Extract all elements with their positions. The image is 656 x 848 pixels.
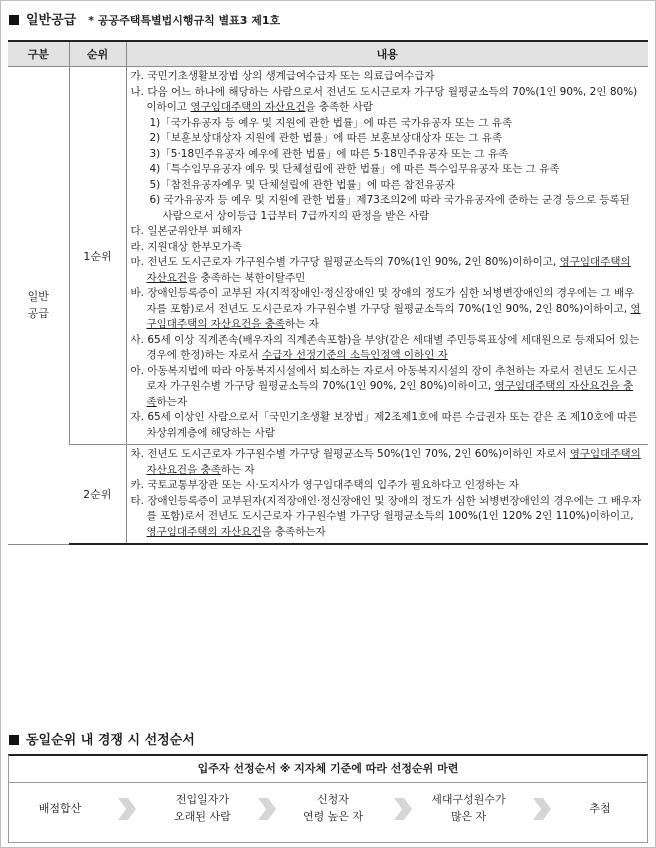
square-bullet-icon — [9, 735, 19, 745]
underlined-text: 영구임대주택의 자산요건 — [190, 101, 306, 113]
selection-order-title: 입주자 선정순서 ※ 지자체 기준에 따라 선정순위 마련 — [9, 756, 647, 783]
list-item: 차. 전년도 도시근로자 가구원수별 가구당 월평균소득 50%(1인 70%, 2인 60%)이하인 자로서 영구임대주택의 자산요건을 충족하는 자 — [130, 448, 641, 476]
list-item: 카. 국토교통부장관 또는 시·도지사가 영구임대주택의 입주가 필요하다고 인정하는 자 — [130, 479, 519, 491]
step-household-size: 세대구성원수가 많은 자 — [431, 793, 506, 823]
sub-list-item: 3)「5·18민주유공자 예우에 관한 법률」에 따른 5·18민주유공자 또는 그 유족 — [149, 147, 509, 160]
sub-list-item: 6) 국가유공자 등 예우 및 지원에 관한 법률」제73조의2에 따라 국가유공자에 준하는 군경 등으로 등록된 사람으로서 상이등급 1급부터 7급까지의 판정을 받은 사람 — [149, 194, 630, 222]
section-general-supply — [9, 9, 280, 28]
rank1-content — [126, 67, 648, 445]
chevron-right-icon — [394, 798, 412, 820]
underlined-text: 영구임대주택의 자산요건을 충족 — [146, 448, 641, 476]
rank1-row — [8, 67, 648, 445]
list-item: 가. 국민기초생활보장법 상의 생계급여수급자 또는 의료급여수급자 — [130, 70, 435, 82]
chevron-right-icon — [533, 798, 551, 820]
selection-order-box — [8, 754, 648, 843]
list-item: 마. 전년도 도시근로자 가구원수별 가구당 월평균소득의 70%(1인 90%, 2인 80%)이하이고, 영구임대주택의 자산요건을 충족하는 북한이탈주민 — [130, 256, 631, 284]
underlined-text: 영구임대주택의 자산요건을 충족 — [146, 302, 641, 330]
list-item: 자. 65세 이상인 사람으로서「국민기초생활 보장법」제2조제1호에 따른 수급권자 또는 같은 조 제10호에 따른 차상위계층에 해당하는 사람 — [130, 411, 638, 439]
header-rank: 순위 — [69, 41, 126, 67]
step-score-sum: 배점합산 — [38, 802, 82, 815]
rank2-label: 2순위 — [69, 445, 126, 545]
step-applicant-age: 신청자 연령 높은 자 — [302, 793, 364, 823]
category-line-1: 일반 — [27, 290, 49, 304]
table-header-row — [8, 41, 648, 67]
section-subtitle: * 공공주택특별법시행규칙 별표3 제1호 — [88, 14, 281, 27]
rank2-content — [126, 445, 648, 545]
list-item: 나. 다음 어느 하나에 해당하는 사람으로서 전년도 도시근로자 가구당 월평균소득의 70%(1인 90%, 2인 80%)이하이고 영구임대주택의 자산요건을 충족한 사람 — [130, 85, 638, 113]
header-category: 구분 — [8, 41, 69, 67]
list-item: 타. 장애인등록증이 교부된자(지적장애인·정신장애인 및 장애의 정도가 심한 뇌병변장애인의 경우에는 그 배우자를 포함)로서 전년도 도시근로자 가구원수별 가구당 월평균소득의 100%(1인 120% 2인 110%)이하이고, 영구임대주택의 자산요건을 충족하는자 — [130, 494, 642, 538]
rank2-row — [8, 445, 648, 545]
eligibility-table — [8, 40, 648, 545]
section2-title: 동일순위 내 경쟁 시 선정순서 — [26, 733, 195, 748]
sub-list-item: 5)「참전유공자예우 및 단체설립에 관한 법률」에 따른 참전유공자 — [149, 178, 455, 191]
sub-list-item: 4)「특수임무유공자 예우 및 단체설립에 관한 법률」에 따른 특수임무유공자 또는 그 유족 — [149, 163, 560, 175]
step-move-in-date: 전입일자가 오래된 사람 — [174, 793, 231, 823]
underlined-text: 수급자 선정기준의 소득인정액 이하인 자 — [262, 349, 448, 361]
list-item: 사. 65세 이상 직계존속(배우자의 직계존속포함)을 부양(같은 세대별 주민등록표상에 세대원으로 등재되어 있는 경우에 한정)하는 자로서 수급자 선정기준의 소득인정액 이하인 자 — [130, 333, 640, 361]
list-item: 라. 지원대상 한부모가족 — [130, 240, 242, 253]
underlined-text: 영구임대주택의 자산요건 — [146, 525, 262, 538]
square-bullet-icon — [9, 15, 19, 25]
list-item: 아. 아동복지법에 따라 아동복지시설에서 퇴소하는 자로서 아동복지시설의 장이 추천하는 자로서 전년도 도시근로자 가구원수별 가구당 월평균소득의 70%(1인 90%, 2인 80%)이하이고, 영구임대주택의 자산요건을 충족하는자 — [130, 364, 638, 408]
chevron-right-icon — [258, 798, 276, 820]
list-item: 바. 장애인등록증이 교부된 자(지적장애인·정신장애인 및 장애의 정도가 심한 뇌병변장애인의 경우에는 그 배우자를 포함)로서 전년도 도시근로자 가구원수별 가구당 월평균소득의 70%(1인 90%, 2인 80%)이하이고, 영구임대주택의 자산요건을 충족하는 자 — [130, 287, 641, 330]
underlined-text: 영구임대주택의 자산요건 — [146, 256, 631, 284]
section-title: 일반공급 — [26, 13, 77, 28]
chevron-right-icon — [118, 798, 136, 820]
category-cell — [8, 67, 69, 545]
sub-list-item: 1)「국가유공자 등 예우 및 지원에 관한 법률」에 따른 국가유공자 또는 그 유족 — [149, 116, 513, 129]
section-same-rank-order — [9, 729, 195, 748]
category-line-2: 공급 — [27, 307, 49, 321]
header-content: 내용 — [126, 41, 648, 67]
rank1-label: 1순위 — [69, 67, 126, 445]
list-item: 다. 일본군위안부 피해자 — [130, 225, 242, 237]
underlined-text: 영구임대주택의 자산요건을 충족 — [146, 380, 634, 408]
step-lottery: 추첨 — [589, 802, 611, 815]
sub-list-item: 2)「보훈보상대상자 지원에 관한 법률」에 따른 보훈보상대상자 또는 그 유족 — [149, 132, 503, 144]
